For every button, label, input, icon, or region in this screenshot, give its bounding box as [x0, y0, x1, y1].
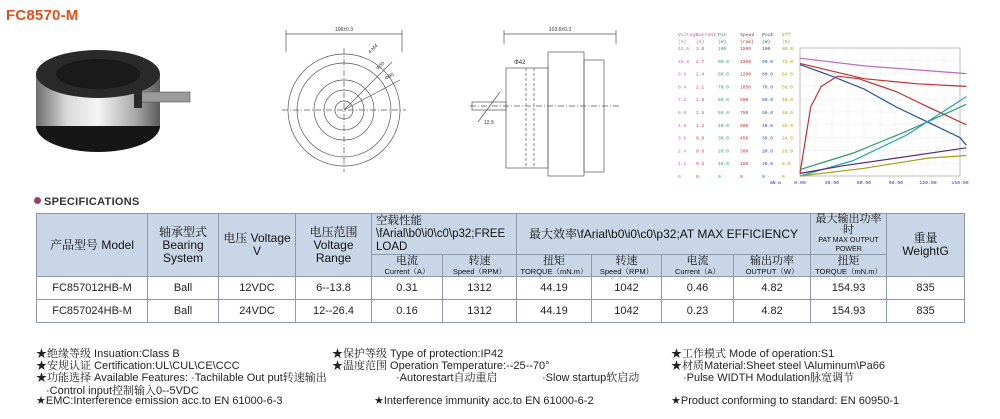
chart-tick-label: 64.0 — [782, 72, 794, 78]
chart-tick-label: 90.0 — [762, 59, 774, 65]
header-weight: 重量 WeightG — [887, 214, 965, 277]
chart-tick-label: 1.2 — [678, 162, 687, 168]
chart-tick-label: 50.0 — [718, 111, 730, 116]
chart-tick-label: 16.0 — [782, 149, 794, 155]
front-dim-top: 106±0.3 — [334, 27, 354, 33]
chart-column-unit: (A) — [696, 40, 705, 45]
subheader-nl-speed: 转速 Speed（RPM） — [443, 255, 517, 277]
chart-tick-label: 50.0 — [762, 111, 774, 116]
chart-column-unit: (V) — [678, 40, 687, 45]
table-row — [37, 300, 965, 323]
subheader-mo-torque: 扭矩 TORQUE（mN.m） — [811, 255, 887, 277]
chart-x-tick-label: 150.00 — [951, 181, 969, 186]
cell-model: FC857024HB-M — [37, 300, 148, 323]
chart-column-header: Voltage — [678, 33, 699, 38]
chart-tick-label: 3.0 — [696, 47, 705, 52]
front-view-drawing — [274, 22, 414, 180]
feature-insulation: ★绝缘等级 Insuation:Class B — [36, 348, 180, 360]
chart-tick-label: 100 — [718, 47, 727, 52]
subheader-me-torque: 扭矩 TORQUE（mN.m） — [517, 255, 592, 277]
cell-me-speed: 1042 — [592, 300, 662, 323]
chart-tick-label: 80.0 — [782, 47, 794, 52]
chart-tick-label: 1350 — [740, 59, 752, 65]
front-dim-r2: Φ55 — [375, 60, 387, 72]
feature-material: ★材质Material:Sheet steel \Aluminum\Pa66 — [671, 360, 885, 373]
front-dim-r1: 4-M4 — [367, 43, 380, 56]
header-voltage-range: 电压范围 Voltage Range — [296, 214, 372, 277]
chart-column-unit: (%) — [782, 40, 791, 45]
header-free-load: 空载性能\fArial\b0\i0\c0\p32;FREE LOAD — [372, 214, 517, 255]
chart-tick-label: 9.6 — [678, 72, 687, 78]
chart-tick-label: 80.0 — [762, 72, 774, 78]
chart-tick-label: 20.0 — [762, 149, 774, 155]
chart-tick-label: 0 — [718, 175, 721, 180]
chart-tick-label: 300 — [740, 149, 749, 155]
cell-model: FC857012HB-M — [37, 277, 148, 300]
max-output-en: PAT MAX OUTPUT POWER — [818, 237, 879, 253]
chart-tick-label: 70.0 — [762, 85, 774, 91]
feature-slow-startup: ·Slow startup软启动 — [542, 372, 640, 385]
chart-tick-label: 90.0 — [718, 59, 730, 65]
chart-tick-label: 0 — [762, 175, 765, 180]
subheader-me-speed: 转速 Speed（RPM） — [592, 255, 662, 277]
chart-tick-label: 48.0 — [782, 98, 794, 104]
chart-column-unit: (W) — [762, 40, 771, 45]
chart-x-tick-label: 0.00 — [794, 181, 806, 186]
cell-bearing: Ball — [148, 277, 219, 300]
front-dim-r3: Φ90 — [384, 71, 396, 82]
chart-x-tick-label: 60.00 — [856, 181, 872, 186]
chart-tick-label: 10.8 — [678, 59, 690, 65]
cell-range: 6--13.8 — [296, 277, 372, 300]
chart-tick-label: 80.0 — [718, 72, 730, 78]
chart-tick-label: 3.6 — [678, 136, 687, 142]
chart-tick-label: 450 — [740, 136, 749, 142]
chart-tick-label: 1.2 — [696, 123, 705, 129]
cell-me-torque: 44.19 — [517, 300, 592, 323]
feature-standard: ★Product conforming to standard: EN 60950-1 — [671, 394, 900, 407]
motor-photo — [30, 30, 200, 158]
chart-tick-label: 10.0 — [718, 162, 730, 168]
chart-tick-label: 30.0 — [718, 136, 730, 142]
header-max-output-power — [811, 214, 887, 255]
features-list — [36, 345, 976, 406]
chart-column-header: Current — [696, 33, 717, 38]
side-dim-top: 103.6±0.3 — [548, 27, 572, 33]
product-title: FC8570-M — [6, 7, 79, 24]
cell-voltage: 24VDC — [219, 300, 296, 323]
chart-tick-label: 2.4 — [696, 72, 705, 78]
chart-tick-label: 8.0 — [782, 162, 791, 168]
chart-tick-label: 20.0 — [718, 149, 730, 155]
performance-chart — [676, 30, 969, 194]
chart-tick-label: 30.0 — [762, 136, 774, 142]
chart-tick-label: 0 — [678, 175, 681, 180]
chart-x-tick-label: 120.00 — [919, 181, 937, 186]
chart-tick-label: 7.2 — [678, 98, 687, 104]
header-model: 产品型号 Model — [37, 214, 148, 277]
header-voltage: 电压 Voltage V — [219, 214, 296, 277]
chart-tick-label: 0.3 — [696, 162, 705, 168]
chart-tick-label: 900 — [740, 98, 749, 104]
cell-nl-speed: 1312 — [443, 277, 517, 300]
chart-tick-label: 2.7 — [696, 59, 705, 65]
chart-column-header: Speed — [740, 33, 755, 38]
chart-tick-label: 1.8 — [696, 98, 705, 104]
cell-mo-torque: 154.93 — [811, 277, 887, 300]
cell-me-speed: 1042 — [592, 277, 662, 300]
features-row — [36, 394, 976, 406]
side-view-drawing — [470, 22, 620, 180]
side-dim-phi: Φ42 — [514, 60, 526, 66]
chart-column-unit: (rpm) — [740, 40, 754, 45]
chart-tick-label: 40.0 — [762, 123, 774, 129]
cell-me-torque: 44.19 — [517, 277, 592, 300]
cell-me-current: 0.23 — [662, 300, 734, 323]
chart-tick-label: 150 — [740, 162, 749, 168]
chart-column-header: Pin — [718, 33, 727, 38]
feature-temperature: ★温度范围 Operation Temperature:--25--70° — [332, 360, 550, 373]
chart-column-header: Eff — [782, 33, 791, 38]
feature-pwm: ·Pulse WIDTH Modulation脉宽调节 — [683, 372, 855, 385]
specifications-heading — [34, 196, 140, 208]
chart-tick-label: 0.9 — [696, 136, 705, 142]
features-row — [36, 345, 976, 360]
chart-tick-label: 0 — [782, 175, 785, 180]
cell-nl-current: 0.16 — [372, 300, 443, 323]
chart-tick-label: 32.0 — [782, 123, 794, 129]
chart-tick-label: 100 — [762, 47, 771, 52]
chart-tick-label: 0 — [740, 175, 743, 180]
bullet-icon — [34, 197, 41, 204]
cell-me-output: 4.82 — [734, 300, 811, 323]
features-row — [36, 357, 976, 373]
table-row — [37, 277, 965, 300]
chart-tick-label: 40.0 — [782, 111, 794, 116]
features-row — [36, 382, 976, 397]
chart-tick-label: 56.0 — [782, 85, 794, 91]
chart-column-unit: (W) — [718, 40, 727, 45]
chart-tick-label: 1050 — [740, 85, 752, 91]
chart-tick-label: 60.0 — [718, 98, 730, 104]
chart-tick-label: 40.0 — [718, 123, 730, 129]
feature-operation-mode: ★工作模式 Mode of operation:S1 — [671, 348, 835, 360]
chart-tick-label: 1500 — [740, 47, 752, 52]
cell-weight: 835 — [887, 277, 965, 300]
feature-available: ★功能选择 Available Features: ·Tachilable Out put转速输出 — [36, 372, 327, 385]
header-max-efficiency: 最大效率\fArial\b0\i0\c0\p32;AT MAX EFFICIENCY — [517, 214, 811, 255]
feature-autorestart: ·Autorestart自动重启 — [396, 372, 498, 385]
feature-immunity: ★Interference immunity acc.to EN 61000-6-2 — [374, 394, 594, 407]
chart-column-header: Pout — [762, 33, 774, 38]
chart-tick-label: 6.0 — [678, 111, 687, 116]
chart-x-unit-label: mN·m — [770, 181, 782, 186]
chart-tick-label: 750 — [740, 111, 749, 116]
chart-tick-label: 24.0 — [782, 136, 794, 142]
cell-bearing: Ball — [148, 300, 219, 323]
feature-certification: ★安规认证 Certification:UL\CUL\CE\CCC — [36, 360, 240, 373]
chart-tick-label: 1200 — [740, 72, 752, 78]
cell-nl-speed: 1312 — [443, 300, 517, 323]
chart-tick-label: 4.8 — [678, 123, 687, 129]
max-output-cn: 最大输出功率时 — [815, 213, 882, 236]
chart-tick-label: 600 — [740, 123, 749, 129]
chart-tick-label: 1.5 — [696, 111, 705, 116]
cell-me-output: 4.82 — [734, 277, 811, 300]
cell-mo-torque: 154.93 — [811, 300, 887, 323]
feature-emc: ★EMC:Interference emission acc.to EN 61000-6-3 — [36, 394, 283, 407]
chart-tick-label: 70.0 — [718, 85, 730, 91]
chart-tick-label: 10.0 — [762, 162, 774, 168]
cell-range: 12--26.4 — [296, 300, 372, 323]
cell-nl-current: 0.31 — [372, 277, 443, 300]
chart-tick-label: 12.0 — [678, 47, 690, 52]
chart-tick-label: 8.4 — [678, 85, 687, 91]
chart-tick-label: 0.6 — [696, 149, 705, 155]
subheader-me-current: 电流 Current（A） — [662, 255, 734, 277]
features-row — [36, 369, 976, 385]
side-dim-mid: 12.5 — [484, 120, 494, 126]
subheader-nl-current: 电流 Current（A） — [372, 255, 443, 277]
header-bearing: 轴承型式 Bearing System — [148, 214, 219, 277]
cell-weight: 835 — [887, 300, 965, 323]
subheader-me-output: 输出功率 OUTPUT（W） — [734, 255, 811, 277]
feature-control-input: ·Control input控制输入0--5VDC — [46, 384, 199, 397]
chart-x-tick-label: 90.00 — [888, 181, 904, 186]
specifications-table — [36, 213, 965, 323]
chart-tick-label: 2.1 — [696, 85, 705, 91]
specifications-label: SPECIFICATIONS — [44, 196, 140, 208]
chart-tick-label: 72.0 — [782, 59, 794, 65]
chart-x-tick-label: 30.00 — [824, 181, 840, 186]
feature-protection: ★保护等级 Type of protection:IP42 — [332, 348, 504, 360]
cell-voltage: 12VDC — [219, 277, 296, 300]
cell-me-current: 0.46 — [662, 277, 734, 300]
chart-tick-label: 2.4 — [678, 149, 687, 155]
chart-tick-label: 60.0 — [762, 98, 774, 104]
chart-tick-label: 0 — [696, 175, 699, 180]
